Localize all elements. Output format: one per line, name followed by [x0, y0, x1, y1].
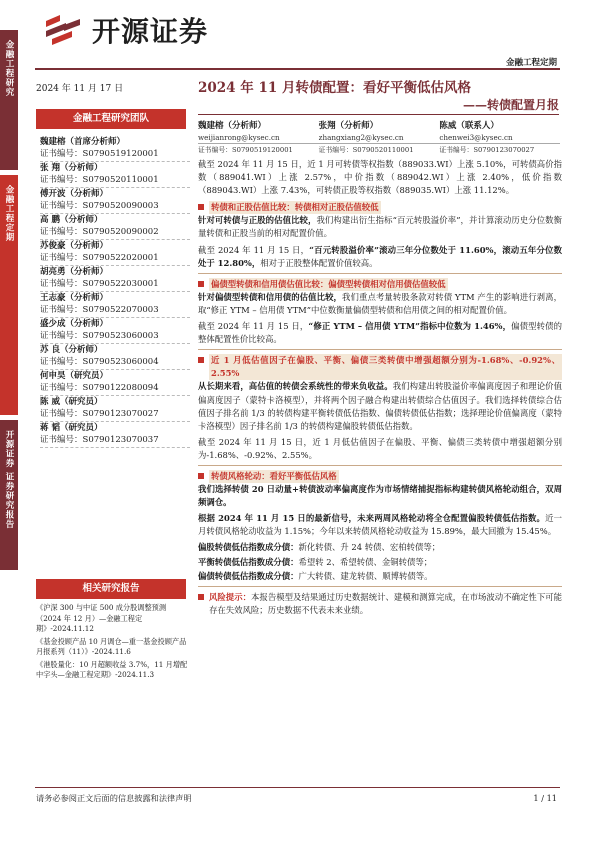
author-cert: 证书编号：S0790519120001 — [198, 143, 319, 156]
header-divider — [35, 68, 560, 70]
analyst-cert: 证书编号：S0790520090003 — [40, 201, 159, 211]
section-2-lead: 针对偏债型转债和信用债的估值比较， — [198, 291, 343, 302]
constituent-line — [198, 570, 562, 583]
constituent-index: 偏股转债低估指数成分债： — [198, 542, 299, 553]
bullet-marker-icon — [198, 357, 204, 363]
analyst-entry — [40, 240, 190, 266]
author-name: 魏建榕（分析师） — [198, 121, 267, 131]
report-body — [198, 158, 562, 617]
analyst-name: 陈 威（研究员） — [40, 397, 103, 407]
title-divider — [198, 114, 559, 115]
section-bullet-4 — [198, 470, 562, 483]
analyst-name: 高 鹏（分析师） — [40, 215, 103, 225]
analyst-name: 蒋 韬（研究员） — [40, 423, 103, 433]
analyst-divider — [40, 447, 190, 448]
author-cert: 证书编号：S0790520110001 — [319, 143, 440, 156]
report-subtitle: ——转债配置月报 — [462, 98, 559, 112]
section-4-text: 我们选择转债 20 日动量+转债波动率偏离度作为市场情绪捕捉指标构建转债风格轮动组合，双周频调仓。 — [198, 484, 562, 508]
section-bullet-3 — [198, 354, 562, 380]
section-3-result: 截至 2024 年 11 月 15 日，近 1 月低估值因子在偏股、平衡、偏债三类转债中增强超额分别为-1.68%、-0.92%、2.55%。 — [198, 436, 562, 460]
risk-title: 风险提示： — [209, 591, 252, 602]
section-2-result — [198, 320, 562, 346]
strip-label-3: 开源证券 证券研究报告 — [4, 430, 14, 529]
bullet-marker-icon — [198, 473, 204, 479]
section-heading-4: 转债风格轮动：看好平衡低估风格 — [209, 470, 339, 483]
analyst-cert: 证书编号：S0790522020001 — [40, 253, 159, 263]
analyst-name: 苏俊豪（分析师） — [40, 241, 109, 251]
author-email[interactable]: weijianrong@kysec.cn — [198, 133, 280, 142]
section-3-text — [198, 380, 562, 432]
section-2-desc: 我们重点考量转股条款对转债 YTM 产生的影响进行剥离，取“修正 YTM – 信用债 YTM”中位数衡量偏债型转债和信用债之间的相对配置价值。 — [198, 291, 563, 315]
section-3-desc: 我们构建出转股溢价率偏离度因子和理论价值偏离度因子（蒙特卡洛模型），并将两个因子融合构建出转债综合估值因子。我们选择转债综合估值因子排名前 1/3 的转债构建平衡转债低估指数、偏债转债低估指数；选择理论价值偏离度（蒙特卡洛模型）因子排名前 1/3 的转债构建偏股转债低估指数。 — [198, 381, 563, 431]
related-reports-banner: 相关研究报告 — [36, 579, 186, 599]
risk-body: 本报告模型及结果通过历史数据统计、建模和测算完成，在市场波动不确定性下可能存在失效风险；历史数据不代表未来业绩。 — [209, 591, 563, 615]
related-report-link[interactable]: 《沪深 300 与中证 500 成分股调整预测（2024 年 12 月）—金融工程定期》-2024.11.12 — [36, 603, 167, 633]
analyst-entry — [40, 136, 190, 162]
analyst-list — [40, 136, 190, 448]
author-card — [198, 120, 319, 156]
author-name: 陈威（联系人） — [439, 121, 499, 131]
section-4-returns: 近一月转债风格轮动收益为 1.15%；今年以来转债风格轮动收益为 15.89%，最大回撤为 15.45%。 — [198, 513, 562, 537]
analyst-cert: 证书编号：S0790520110001 — [40, 175, 159, 185]
constituent-index: 偏债转债低估指数成分债： — [198, 570, 299, 581]
section-heading-1: 转债和正股估值比较：转债相对正股估值较低 — [209, 201, 381, 214]
bullet-marker-icon — [198, 204, 204, 210]
section-bullet-1 — [198, 201, 562, 214]
analyst-cert: 证书编号：S0790519120001 — [40, 149, 159, 159]
analyst-entry — [40, 214, 190, 240]
author-card — [319, 120, 440, 156]
analyst-cert: 证书编号：S0790123070027 — [40, 409, 159, 419]
analyst-name: 王志豪（分析师） — [40, 293, 109, 303]
analyst-cert: 证书编号：S0790522030001 — [40, 279, 159, 289]
section-bullet-2 — [198, 278, 562, 291]
divider — [198, 349, 562, 350]
author-email[interactable]: zhangxiang2@kysec.cn — [318, 133, 404, 142]
summary-paragraph: 截至 2024 年 11 月 15 日，近 1 月可转债等权指数（889033.WI）上涨 5.10%，可转债高价指数（889041.WI）上涨 2.57%，中价指数（889042.WI）上涨 2.40%，低价指数（889043.WI）上涨 7.43%，可转债正股等权指数（889035.WI）上涨 11.12%。 — [198, 159, 562, 196]
strip-segment-company — [0, 420, 18, 570]
constituent-bonds: 新化转债、升 24 转债、宏柏转债等； — [298, 542, 441, 553]
analyst-cert: 证书编号：S0790523060004 — [40, 357, 159, 367]
analyst-name: 何申昊（研究员） — [40, 371, 109, 381]
section-1-text — [198, 214, 562, 240]
related-report-link[interactable]: 《港股量化：10 月超额收益 3.7%，11 月增配中字头—金融工程定期》-2024.11.3 — [36, 659, 188, 679]
strip-label-1: 金融工程研究 — [4, 40, 14, 97]
author-block — [198, 120, 560, 156]
constituent-line — [198, 556, 562, 569]
section-2-stat: “修正 YTM – 信用债 YTM”指标中位数为 1.46%， — [308, 321, 512, 332]
section-1-conclusion: 相对于正股整体配置价值较高。 — [260, 257, 378, 268]
section-1-result — [198, 244, 562, 270]
section-4-result — [198, 512, 562, 538]
analyst-entry — [40, 162, 190, 188]
section-3-lead: 从长期来看，高估值的转债会系统性的带来负收益。 — [198, 381, 393, 392]
author-card — [439, 120, 560, 156]
risk-bullet — [198, 591, 562, 617]
analyst-entry — [40, 422, 190, 448]
analyst-name: 盛少成（分析师） — [40, 319, 109, 329]
section-1-lead: 针对可转债与正股的估值比较， — [198, 215, 317, 226]
analyst-cert: 证书编号：S0790520090002 — [40, 227, 159, 237]
related-report-link[interactable]: 《基金投顾产品 10 月调仓—重一基金投顾产品月报系列（11）》-2024.11.6 — [36, 636, 187, 656]
section-1-desc: 我们构建出衍生指标“百元转股溢价率”，并计算滚动历史分位数衡量转债和正股当前的相对配置价值。 — [198, 215, 563, 239]
strip-label-2: 金融工程定期 — [4, 185, 14, 242]
analyst-entry — [40, 266, 190, 292]
company-logo — [44, 12, 208, 48]
constituent-bonds: 广大转债、建龙转债、顺博转债等。 — [298, 570, 433, 581]
analyst-name: 傅开波（分析师） — [40, 189, 109, 199]
report-title: 2024 年 11 月转债配置：看好平衡低估风格 — [198, 80, 471, 96]
divider — [198, 273, 562, 274]
analyst-entry — [40, 370, 190, 396]
risk-text — [209, 591, 562, 617]
left-side-strip — [0, 0, 18, 841]
analyst-cert: 证书编号：S0790122080094 — [40, 383, 159, 393]
analyst-name: 魏建榕（首席分析师） — [40, 137, 126, 147]
author-email[interactable]: chenwei3@kysec.cn — [439, 133, 513, 142]
analyst-name: 张 翔（分析师） — [40, 163, 103, 173]
section-2-conclusion: 偏债型转债的整体配置性价比较高。 — [198, 321, 563, 345]
index-constituents-list — [198, 541, 562, 582]
section-1-stat: “百元转股溢价率”滚动三年分位数处于 11.60%，滚动五年分位数处于 12.80%， — [198, 244, 562, 268]
analyst-entry — [40, 344, 190, 370]
header-report-type: 金融工程定期 — [505, 58, 557, 68]
constituent-index: 平衡转债低估指数成分债： — [198, 556, 299, 567]
analyst-name: 胡亮勇（分析师） — [40, 267, 109, 277]
analyst-entry — [40, 396, 190, 422]
constituent-line — [198, 541, 562, 554]
section-heading-2: 偏债型转债和信用债估值比较：偏债型转债相对信用债估值较低 — [209, 278, 448, 291]
strip-segment-periodic — [0, 175, 18, 415]
analyst-name: 苏 良（分析师） — [40, 345, 103, 355]
analyst-cert: 证书编号：S0790523060003 — [40, 331, 159, 341]
analyst-cert: 证书编号：S0790522070003 — [40, 305, 159, 315]
author-cert: 证书编号：S0790123070027 — [439, 143, 560, 156]
page-number: 1 / 11 — [533, 793, 557, 803]
bullet-marker-icon — [198, 281, 204, 287]
logo-text: 开源证券 — [92, 15, 209, 48]
team-banner: 金融工程研究团队 — [36, 109, 186, 129]
divider — [198, 586, 562, 587]
section-2-date: 截至 2024 年 11 月 15 日， — [198, 321, 309, 332]
related-reports-list — [36, 603, 188, 683]
analyst-entry — [40, 188, 190, 214]
author-name: 张翔（分析师） — [318, 121, 379, 131]
section-1-date: 截至 2024 年 11 月 15 日， — [198, 244, 310, 255]
analyst-entry — [40, 292, 190, 318]
constituent-bonds: 希望转 2、希望转债、金铜转债等； — [298, 556, 433, 567]
report-date: 2024 年 11 月 17 日 — [36, 84, 124, 94]
strip-segment-research — [0, 30, 18, 170]
footer-divider — [35, 787, 560, 788]
bullet-marker-icon — [198, 594, 204, 600]
footer-disclaimer: 请务必参阅正文后面的信息披露和法律声明 — [36, 793, 192, 803]
section-2-text — [198, 291, 562, 317]
logo-mark-icon — [44, 13, 84, 47]
analyst-entry — [40, 318, 190, 344]
section-heading-3: 近 1 月低估值因子在偏股、平衡、偏债三类转债中增强超额分别为-1.68%、-0.92%、2.55% — [209, 354, 562, 380]
analyst-cert: 证书编号：S0790123070037 — [40, 435, 159, 445]
section-4-signal: 根据 2024 年 11 月 15 日的最新信号，未来两周风格轮动将全仓配置偏股转债低估指数。 — [198, 513, 546, 524]
divider — [198, 465, 562, 466]
